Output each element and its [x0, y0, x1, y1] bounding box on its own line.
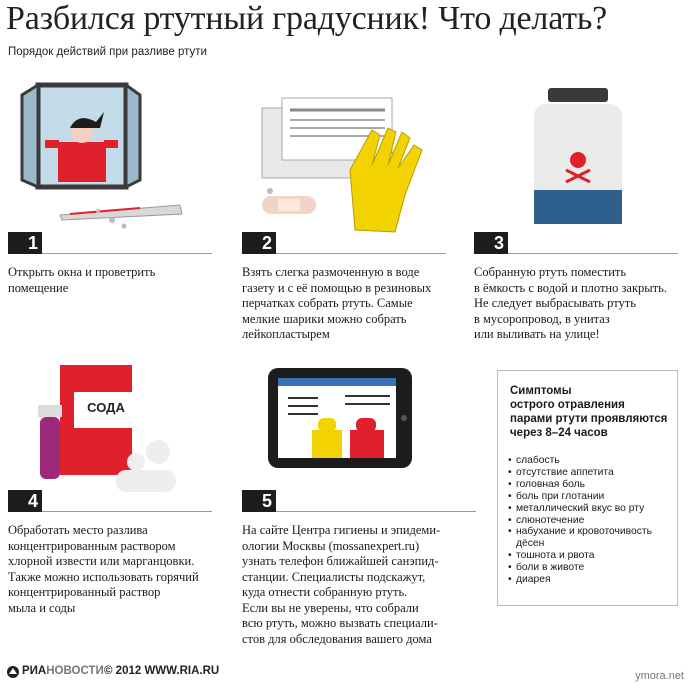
step-4-text: Обработать место разлива концентрированным раствором хлорной извести или марганцовки. Также можно использовать горячий концентрированный раствор мыла и соды [8, 523, 199, 615]
step-5-text: На сайте Центра гигиены и эпидеми- ологии Москвы (mossanexpert.ru) узнать телефон ближайшей санэпид- станции. Специалисты подскажут, куда отнести собранную ртуть. Если вы не уверены, что собрали всю ртуть, можно вызвать специали- стов для обследования вашего дома [242, 523, 441, 646]
page-subtitle: Порядок действий при разливе ртути [8, 46, 207, 58]
newspaper-glove-illustration [262, 98, 422, 232]
list-item: • тошнота и рвота [508, 550, 595, 562]
list-item: • диарея [508, 574, 551, 586]
step-1-divider [42, 253, 212, 254]
step-5-divider [276, 511, 476, 512]
step-3-divider [508, 253, 678, 254]
step-5-number: 5 [242, 490, 276, 512]
list-item: • боли в животе [508, 562, 585, 574]
list-item: • отсутствие аппетита [508, 466, 614, 478]
step-3-number: 3 [474, 232, 508, 254]
step-4-number: 4 [8, 490, 42, 512]
page-title: Разбился ртутный градусник! Что делать? [6, 0, 608, 37]
tablet-illustration [268, 368, 412, 468]
list-item: • слюнотечение [508, 514, 585, 526]
step-1-text: Открыть окна и проветрить помещение [8, 265, 156, 295]
step-2-number: 2 [242, 232, 276, 254]
list-item: дёсен [516, 538, 545, 550]
ria-logo-icon [6, 665, 20, 679]
step-3-text: Собранную ртуть поместить в ёмкость с водой и плотно закрыть. Не следует выбрасывать ртуть в мусоропровод, в унитаз или выливать на улице! [474, 265, 667, 341]
step-1-number: 1 [8, 232, 42, 254]
symptoms-box [497, 370, 678, 606]
list-item: • боль при глотании [508, 490, 605, 502]
jar-illustration [534, 88, 622, 224]
open-window-illustration [22, 85, 182, 229]
list-item: • набухание и кровоточивость [508, 526, 652, 538]
step-2-text: Взять слегка размоченную в воде газету и с её помощью в резиновых перчатках собрать ртуть. Самые мелкие шарики можно собрать лейкопластырем [242, 265, 432, 341]
soda-illustration [38, 365, 176, 492]
list-item: • металлический вкус во рту [508, 502, 645, 514]
list-item: • головная боль [508, 478, 585, 490]
copyright-credit: © 2012 WWW.RIA.RU [104, 665, 220, 677]
step-4-divider [42, 511, 212, 512]
symptoms-title: Симптомы острого отравления парами ртути проявляются через 8–24 часов [510, 385, 668, 439]
list-item: • слабость [508, 455, 560, 466]
watermark: ymora.net [635, 670, 684, 682]
step-2-divider [276, 253, 446, 254]
soda-label: СОДА [87, 400, 125, 415]
symptoms-list [508, 455, 652, 586]
ria-logo: РИАНОВОСТИ [22, 665, 104, 677]
